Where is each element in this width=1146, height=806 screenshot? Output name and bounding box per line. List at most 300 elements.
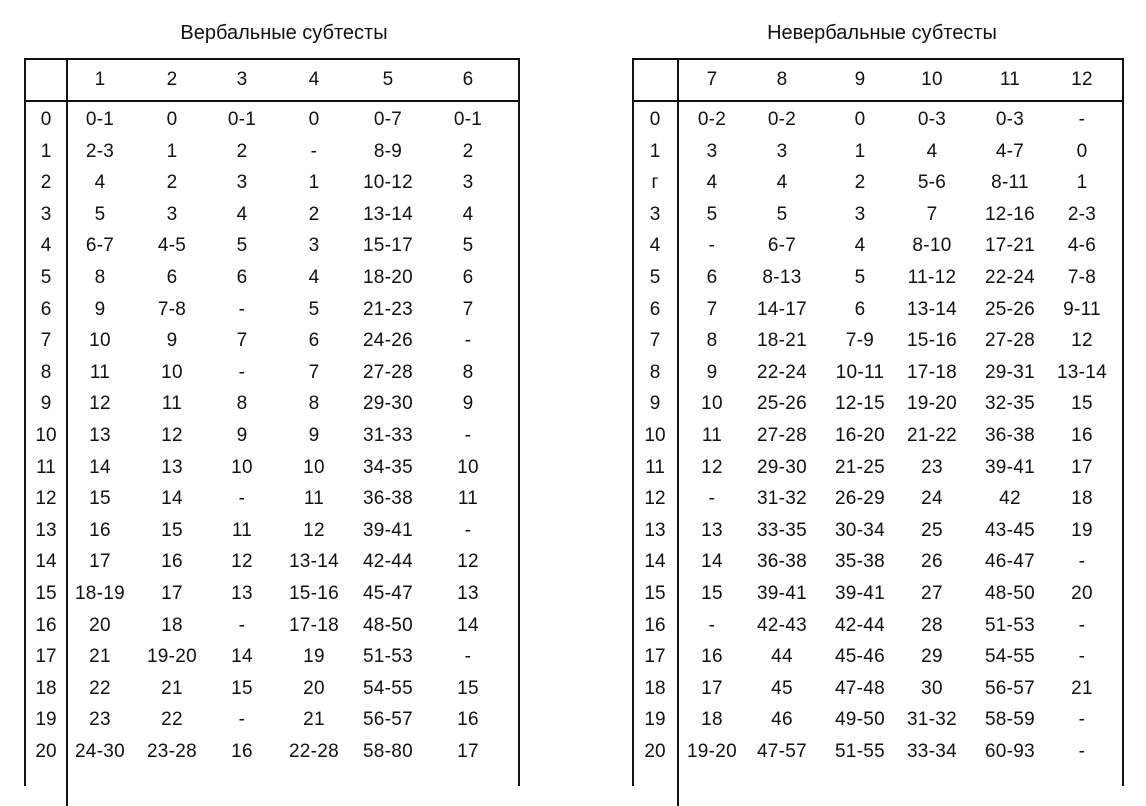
verbal-table-cell: 21-23 (362, 298, 414, 320)
verbal-row-label: 18 (35, 677, 57, 699)
nonverbal-table-cell: 44 (771, 646, 793, 668)
verbal-table-cell: 0 (166, 109, 178, 130)
nonverbal-table-row (634, 452, 1122, 484)
verbal-table-row (26, 704, 518, 736)
verbal-row-label: 10 (35, 425, 57, 446)
verbal-column-header: 6 (462, 69, 474, 90)
nonverbal-table-cell: - (708, 488, 716, 510)
nonverbal-table-cell: 25-26 (984, 298, 1036, 320)
verbal-table-cell: - (238, 709, 246, 731)
verbal-table-cell: 0-7 (373, 109, 403, 130)
nonverbal-row-label: 7 (649, 330, 661, 352)
nonverbal-table-cell: 6-7 (767, 235, 797, 257)
nonverbal-table-cell: 5-6 (917, 172, 947, 194)
verbal-table-cell: - (238, 488, 246, 510)
nonverbal-row-label: 16 (644, 614, 666, 636)
nonverbal-table-cell: 39-41 (984, 456, 1036, 478)
nonverbal-table-row (634, 483, 1122, 515)
verbal-table-cell: 24-30 (74, 741, 126, 762)
nonverbal-table-cell: 7-9 (845, 330, 875, 352)
nonverbal-table-cell: 22-24 (984, 267, 1036, 288)
verbal-table-cell: 13 (457, 583, 479, 604)
nonverbal-table-cell: 7 (706, 298, 718, 320)
verbal-row-label: 1 (40, 140, 52, 162)
nonverbal-table-cell: 7 (926, 203, 938, 225)
verbal-table-cell: 39-41 (362, 519, 414, 541)
nonverbal-table-cell: 23 (921, 456, 943, 478)
verbal-table-cell: 3 (308, 235, 320, 257)
nonverbal-table-row (634, 199, 1122, 231)
nonverbal-table-cell: 46 (771, 709, 793, 731)
nonverbal-table-cell: 8-11 (991, 172, 1029, 194)
nonverbal-row-label: 6 (649, 298, 661, 320)
nonverbal-table-cell: 36-38 (756, 551, 808, 573)
nonverbal-table (632, 58, 1124, 786)
verbal-table-cell: 8 (462, 361, 474, 383)
nonverbal-table-cell: 12-16 (984, 203, 1036, 225)
nonverbal-table-cell: 27 (921, 583, 943, 604)
nonverbal-table-cell: 2-3 (1067, 203, 1097, 225)
nonverbal-table-cell: 5 (854, 267, 866, 288)
verbal-row-label: 16 (35, 614, 57, 636)
nonverbal-column-header: 11 (999, 69, 1021, 90)
verbal-table-row (26, 230, 518, 262)
verbal-table-cell: 22 (161, 709, 183, 731)
nonverbal-table-cell: 4 (776, 172, 788, 194)
nonverbal-table-cell: 21-25 (834, 456, 886, 478)
verbal-table-cell: 11 (457, 488, 479, 510)
nonverbal-table-cell: 5 (706, 203, 718, 225)
verbal-table-cell: 13-14 (288, 551, 340, 573)
nonverbal-table-row (634, 230, 1122, 262)
nonverbal-table-row (634, 420, 1122, 452)
nonverbal-row-label: 15 (644, 583, 666, 604)
verbal-table-row (26, 736, 518, 768)
nonverbal-column-header: 10 (921, 69, 943, 90)
verbal-table-cell: 18-19 (74, 583, 126, 604)
nonverbal-column-header: 12 (1071, 69, 1093, 90)
verbal-row-label: 11 (36, 456, 56, 478)
verbal-table-cell: 19 (303, 646, 325, 668)
verbal-table-cell: 10 (231, 456, 253, 478)
nonverbal-table-cell: 25-26 (756, 393, 808, 415)
verbal-table-cell: 2 (166, 172, 178, 194)
verbal-table-cell: 31-33 (362, 425, 414, 446)
verbal-table-cell: 7 (308, 361, 320, 383)
verbal-table-cell: 12 (303, 519, 325, 541)
nonverbal-table-cell: 20 (1071, 583, 1093, 604)
nonverbal-table-cell: 26-29 (834, 488, 886, 510)
nonverbal-row-label: 11 (645, 456, 665, 478)
verbal-table-cell: 2-3 (85, 140, 115, 162)
nonverbal-table-cell: 18-21 (756, 330, 808, 352)
verbal-table-cell: 11 (303, 488, 325, 510)
verbal-table-cell: 1 (166, 140, 178, 162)
nonverbal-table-cell: 12 (701, 456, 723, 478)
verbal-title: Вербальные субтесты (180, 22, 388, 44)
nonverbal-table-cell: 33-34 (906, 741, 958, 762)
verbal-header-row (26, 60, 518, 100)
verbal-table-cell: 12 (457, 551, 479, 573)
verbal-table-cell: 13 (161, 456, 183, 478)
nonverbal-table-cell: 4 (854, 235, 866, 257)
verbal-table-cell: 21 (303, 709, 325, 731)
nonverbal-table-cell: 6 (854, 298, 866, 320)
nonverbal-table-cell: 30-34 (834, 519, 886, 541)
nonverbal-column-header: 8 (776, 69, 788, 90)
nonverbal-table-cell: 10-11 (835, 361, 885, 383)
nonverbal-row-label: г (651, 172, 659, 194)
verbal-table-cell: - (310, 140, 318, 162)
verbal-table-row (26, 578, 518, 610)
verbal-table-cell: 7-8 (157, 298, 187, 320)
nonverbal-table-row (634, 515, 1122, 547)
verbal-table-row (26, 294, 518, 326)
verbal-row-label: 17 (35, 646, 57, 668)
verbal-table-row (26, 546, 518, 578)
verbal-table-row (26, 357, 518, 389)
nonverbal-table-cell: 39-41 (834, 583, 886, 604)
verbal-table-cell: 12 (161, 425, 183, 446)
verbal-table-cell: 5 (462, 235, 474, 257)
nonverbal-table-row (634, 641, 1122, 673)
nonverbal-table-cell: 22-24 (756, 361, 808, 383)
verbal-row-label: 15 (35, 583, 57, 604)
verbal-table-cell: 1 (308, 172, 320, 194)
nonverbal-row-label: 12 (644, 488, 666, 510)
verbal-table-cell: 8 (308, 393, 320, 415)
nonverbal-table-row (634, 704, 1122, 736)
verbal-row-label: 5 (40, 267, 52, 288)
nonverbal-table-cell: 43-45 (984, 519, 1036, 541)
verbal-table-row (26, 388, 518, 420)
nonverbal-table-cell: - (708, 235, 716, 257)
nonverbal-table-cell: 17-21 (984, 235, 1036, 257)
verbal-table-cell: - (238, 298, 246, 320)
verbal-table-cell: 4-5 (157, 235, 187, 257)
verbal-table-cell: 6-7 (85, 235, 115, 257)
nonverbal-table-cell: 0 (1076, 140, 1088, 162)
nonverbal-table-cell: 54-55 (984, 646, 1036, 668)
nonverbal-row-label: 14 (644, 551, 666, 573)
verbal-row-label: 6 (40, 298, 52, 320)
nonverbal-table-row (634, 610, 1122, 642)
nonverbal-table-cell: 12 (1071, 330, 1093, 352)
verbal-table-cell: 6 (308, 330, 320, 352)
nonverbal-title: Невербальные субтесты (767, 22, 997, 44)
nonverbal-table-cell: 56-57 (984, 677, 1036, 699)
verbal-row-label: 3 (40, 203, 52, 225)
verbal-table-cell: 4 (94, 172, 106, 194)
nonverbal-row-label: 18 (644, 677, 666, 699)
verbal-table-cell: - (238, 361, 246, 383)
nonverbal-table-cell: 45 (771, 677, 793, 699)
nonverbal-table-cell: 42-43 (756, 614, 808, 636)
nonverbal-row-label: 9 (649, 393, 661, 415)
verbal-row-label: 8 (40, 361, 52, 383)
verbal-table-cell: - (464, 330, 472, 352)
verbal-row-label: 2 (40, 172, 52, 194)
nonverbal-table-cell: 1 (1076, 172, 1088, 194)
verbal-table-cell: 16 (89, 519, 111, 541)
nonverbal-table-row (634, 357, 1122, 389)
verbal-table-cell: 16 (231, 741, 253, 762)
nonverbal-table-row (634, 736, 1122, 768)
nonverbal-table-cell: 17 (701, 677, 723, 699)
verbal-table-row (26, 641, 518, 673)
nonverbal-table-cell: - (1078, 741, 1086, 762)
nonverbal-table-cell: 47-48 (834, 677, 886, 699)
verbal-table-cell: 16 (457, 709, 479, 731)
verbal-column-header: 5 (382, 69, 394, 90)
nonverbal-table-cell: 0-2 (767, 109, 797, 130)
verbal-table-cell: 34-35 (362, 456, 414, 478)
nonverbal-table-cell: 35-38 (834, 551, 886, 573)
nonverbal-table-row (634, 262, 1122, 294)
verbal-table-row (26, 673, 518, 705)
nonverbal-column-header: 9 (854, 69, 866, 90)
verbal-table-cell: 14 (231, 646, 253, 668)
nonverbal-row-label: 20 (644, 741, 666, 762)
verbal-table-cell: 15-16 (288, 583, 340, 604)
verbal-table-row (26, 452, 518, 484)
verbal-table-row (26, 167, 518, 199)
verbal-table-cell: 10 (303, 456, 325, 478)
nonverbal-table-cell: 36-38 (984, 425, 1036, 446)
nonverbal-row-label: 5 (649, 267, 661, 288)
nonverbal-table-cell: 51-53 (984, 614, 1036, 636)
verbal-table-cell: 6 (462, 267, 474, 288)
verbal-table-cell: - (464, 519, 472, 541)
nonverbal-table-row (634, 104, 1122, 136)
nonverbal-table-cell: 25 (921, 519, 943, 541)
nonverbal-table-row (634, 578, 1122, 610)
verbal-table-cell: 24-26 (362, 330, 414, 352)
nonverbal-table-cell: 18 (701, 709, 723, 731)
nonverbal-table-cell: 6 (706, 267, 718, 288)
nonverbal-table-cell: 0 (854, 109, 866, 130)
verbal-row-label: 0 (40, 109, 52, 130)
verbal-table-cell: 18-20 (362, 267, 414, 288)
nonverbal-header-divider (634, 100, 1122, 102)
verbal-table-row (26, 515, 518, 547)
nonverbal-table-cell: 0-3 (917, 109, 947, 130)
nonverbal-table-cell: 11 (701, 425, 723, 446)
verbal-table-row (26, 136, 518, 168)
nonverbal-row-label: 17 (644, 646, 666, 668)
verbal-table-cell: 5 (236, 235, 248, 257)
nonverbal-table-row (634, 546, 1122, 578)
nonverbal-table-cell: - (1078, 614, 1086, 636)
nonverbal-table-cell: 1 (854, 140, 866, 162)
verbal-table-cell: 15 (161, 519, 183, 541)
verbal-table-cell: 5 (94, 203, 106, 225)
verbal-table-cell: 45-47 (362, 583, 414, 604)
nonverbal-table-cell: 26 (921, 551, 943, 573)
nonverbal-table-cell: - (1078, 709, 1086, 731)
verbal-table (24, 58, 520, 786)
verbal-table-cell: 6 (236, 267, 248, 288)
verbal-table-cell: 54-55 (362, 677, 414, 699)
nonverbal-table-cell: 42-44 (834, 614, 886, 636)
nonverbal-table-cell: 19 (1071, 519, 1093, 541)
verbal-header-divider (26, 100, 518, 102)
verbal-table-cell: - (464, 425, 472, 446)
verbal-table-cell: 14 (161, 488, 183, 510)
nonverbal-table-cell: - (1078, 646, 1086, 668)
verbal-table-cell: - (238, 614, 246, 636)
verbal-row-label: 20 (35, 741, 57, 762)
verbal-table-cell: 8-9 (373, 140, 403, 162)
verbal-table-cell: 0-1 (85, 109, 115, 130)
nonverbal-table-cell: 12-15 (834, 393, 886, 415)
nonverbal-table-cell: 27-28 (984, 330, 1036, 352)
verbal-table-cell: 0-1 (227, 109, 257, 130)
verbal-row-label: 12 (35, 488, 57, 510)
verbal-table-cell: 13-14 (362, 203, 414, 225)
nonverbal-table-cell: 31-32 (906, 709, 958, 731)
verbal-table-cell: 9 (462, 393, 474, 415)
verbal-table-cell: 2 (308, 203, 320, 225)
nonverbal-table-cell: 18 (1071, 488, 1093, 510)
nonverbal-table-cell: 21-22 (906, 425, 958, 446)
verbal-table-cell: 11 (161, 393, 183, 415)
nonverbal-table-cell: - (708, 614, 716, 636)
nonverbal-table-cell: 42 (999, 488, 1021, 510)
verbal-table-cell: 7 (236, 330, 248, 352)
verbal-table-cell: 14 (89, 456, 111, 478)
nonverbal-table-cell: 7-8 (1067, 267, 1097, 288)
verbal-table-cell: 9 (166, 330, 178, 352)
verbal-table-cell: 22 (89, 677, 111, 699)
verbal-table-cell: 7 (462, 298, 474, 320)
nonverbal-table-cell: 31-32 (756, 488, 808, 510)
nonverbal-table-cell: 14-17 (756, 298, 808, 320)
nonverbal-table-row (634, 167, 1122, 199)
verbal-table-cell: 48-50 (362, 614, 414, 636)
nonverbal-table-cell: 49-50 (834, 709, 886, 731)
nonverbal-table-cell: 2 (854, 172, 866, 194)
verbal-table-cell: 15 (231, 677, 253, 699)
verbal-table-cell: 29-30 (362, 393, 414, 415)
verbal-row-label: 13 (35, 519, 57, 541)
verbal-table-cell: 3 (166, 203, 178, 225)
nonverbal-table-cell: 46-47 (984, 551, 1036, 573)
verbal-column-header: 3 (236, 69, 248, 90)
verbal-table-cell: 3 (236, 172, 248, 194)
verbal-table-cell: 10 (457, 456, 479, 478)
nonverbal-table-cell: - (1078, 551, 1086, 573)
nonverbal-table-cell: 9 (706, 361, 718, 383)
nonverbal-table-cell: 3 (706, 140, 718, 162)
verbal-table-row (26, 262, 518, 294)
nonverbal-table-row (634, 136, 1122, 168)
nonverbal-table-cell: 10 (701, 393, 723, 415)
nonverbal-table-cell: - (1078, 109, 1086, 130)
nonverbal-table-cell: 8-13 (762, 267, 802, 288)
nonverbal-row-label: 1 (649, 140, 661, 162)
verbal-row-label: 14 (35, 551, 57, 573)
verbal-table-cell: 23 (89, 709, 111, 731)
verbal-table-cell: - (464, 646, 472, 668)
verbal-table-cell: 12 (89, 393, 111, 415)
nonverbal-table-cell: 16 (1071, 425, 1093, 446)
nonverbal-column-header: 7 (706, 69, 718, 90)
verbal-table-cell: 27-28 (362, 361, 414, 383)
nonverbal-table-cell: 3 (776, 140, 788, 162)
nonverbal-table-cell: 16-20 (834, 425, 886, 446)
nonverbal-table-cell: 19-20 (686, 741, 738, 762)
verbal-table-cell: 15-17 (362, 235, 414, 257)
verbal-table-cell: 17 (457, 741, 479, 762)
nonverbal-table-cell: 33-35 (756, 519, 808, 541)
nonverbal-row-label: 3 (649, 203, 661, 225)
verbal-table-cell: 5 (308, 298, 320, 320)
nonverbal-row-label: 13 (644, 519, 666, 541)
verbal-table-cell: 13 (231, 583, 253, 604)
nonverbal-table-cell: 16 (701, 646, 723, 668)
verbal-table-cell: 9 (94, 298, 106, 320)
nonverbal-table-row (634, 388, 1122, 420)
verbal-table-cell: 56-57 (362, 709, 414, 731)
nonverbal-row-label: 4 (649, 235, 661, 257)
verbal-table-cell: 22-28 (288, 741, 340, 762)
nonverbal-table-cell: 17 (1071, 456, 1093, 478)
verbal-table-row (26, 420, 518, 452)
verbal-row-label: 7 (40, 330, 52, 352)
nonverbal-table-cell: 29-31 (984, 361, 1036, 383)
verbal-table-cell: 20 (303, 677, 325, 699)
nonverbal-table-cell: 4 (926, 140, 938, 162)
verbal-table-cell: 18 (161, 614, 183, 636)
nonverbal-table-cell: 15 (1071, 393, 1093, 415)
verbal-table-cell: 10 (89, 330, 111, 352)
verbal-table-cell: 11 (89, 361, 111, 383)
nonverbal-table-cell: 60-93 (984, 741, 1036, 762)
verbal-table-cell: 4 (462, 203, 474, 225)
nonverbal-table-cell: 5 (776, 203, 788, 225)
nonverbal-table-cell: 13-14 (1056, 361, 1108, 383)
verbal-table-cell: 0-1 (453, 109, 483, 130)
nonverbal-row-label: 10 (644, 425, 666, 446)
nonverbal-table-cell: 58-59 (984, 709, 1036, 731)
verbal-table-cell: 51-53 (362, 646, 414, 668)
nonverbal-table-cell: 4-7 (995, 140, 1025, 162)
nonverbal-table-cell: 4-6 (1067, 235, 1097, 257)
verbal-table-cell: 2 (462, 140, 474, 162)
verbal-table-cell: 8 (94, 267, 106, 288)
nonverbal-table-cell: 4 (706, 172, 718, 194)
verbal-row-label: 19 (35, 709, 57, 731)
nonverbal-table-row (634, 673, 1122, 705)
nonverbal-table-row (634, 294, 1122, 326)
nonverbal-table-cell: 47-57 (756, 741, 808, 762)
verbal-table-cell: 36-38 (362, 488, 414, 510)
verbal-table-cell: 23-28 (146, 741, 198, 762)
verbal-table-row (26, 483, 518, 515)
verbal-table-cell: 13 (89, 425, 111, 446)
nonverbal-table-cell: 13-14 (906, 298, 958, 320)
verbal-table-cell: 10 (161, 361, 183, 383)
nonverbal-table-cell: 17-18 (906, 361, 958, 383)
nonverbal-table-row (634, 325, 1122, 357)
verbal-table-cell: 12 (231, 551, 253, 573)
nonverbal-table-cell: 45-46 (834, 646, 886, 668)
verbal-column-header: 2 (166, 69, 178, 90)
nonverbal-table-cell: 14 (701, 551, 723, 573)
verbal-table-cell: 15 (457, 677, 479, 699)
nonverbal-table-cell: 24 (921, 488, 943, 510)
